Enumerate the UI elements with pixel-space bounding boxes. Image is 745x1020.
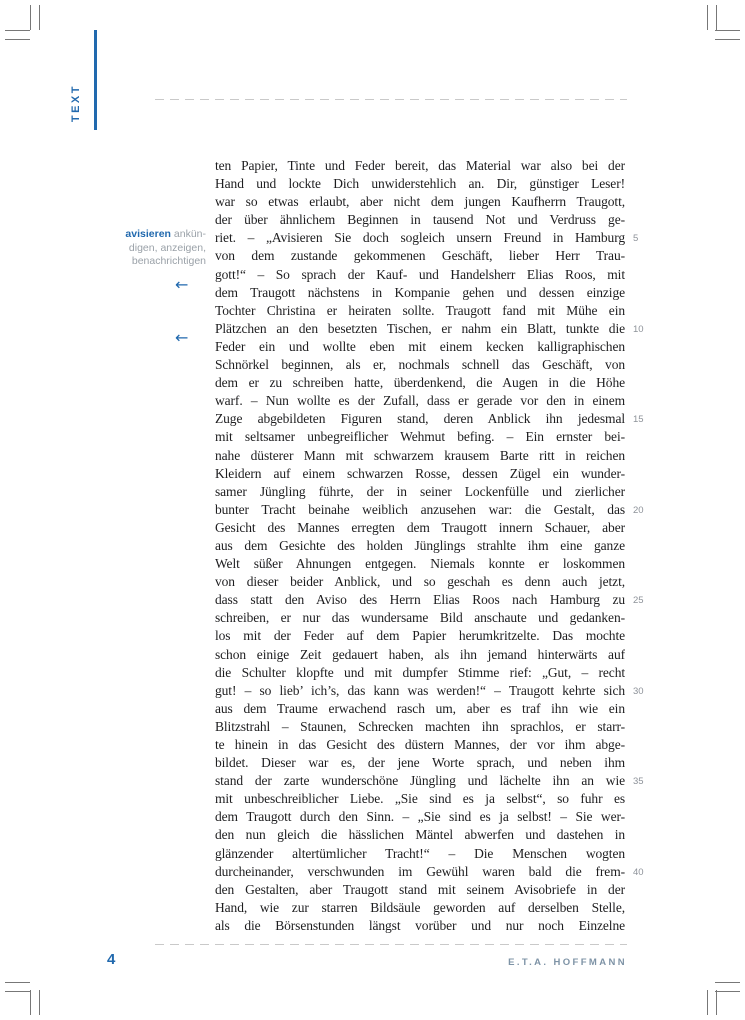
- page-number: 4: [107, 951, 116, 968]
- text-line: war so etwas erlaubt, aber nicht dem jungen Kaufherrn Traugott,: [215, 194, 625, 210]
- text-line: los mit der Feder auf dem Papier herumkritzelte. Das mochte: [215, 628, 625, 644]
- crop-mark-bottom-left-v: [30, 990, 40, 1015]
- text-line: te hinein in das Gesicht des düstern Mannes, der vor ihm abge-: [215, 737, 625, 752]
- margin-note-line: benachrichtigen: [131, 255, 206, 267]
- line-number: 25: [633, 595, 644, 607]
- margin-term: avisieren: [125, 228, 171, 240]
- text-line: dem er zu schreiben hatte, überdenkend, die Augen in die Höhe: [215, 375, 625, 391]
- text-line: dem Traugott nächstens in Kompanie gehen und dessen einzige: [215, 284, 625, 300]
- text-line: als die Börsenstunden längst vorüber und nur noch Einzelne: [215, 917, 625, 933]
- text-line: schon einige Zeit gedauert haben, als ihn jemand hinterwärts auf: [215, 646, 625, 662]
- text-line: stand der zarte wunderschöne Jüngling und lächelte ihn an wie: [215, 773, 625, 789]
- text-line: aus dem Traume erwachend rasch um, aber es traf ihn wie ein: [215, 700, 625, 716]
- line-number: 40: [633, 866, 644, 878]
- text-line: bunter Tracht beinahe weiblich anzusehen war: die Gestalt, das: [215, 501, 625, 517]
- crop-mark-top-left-v: [30, 5, 40, 30]
- line-number: 15: [633, 414, 644, 426]
- text-line: glänzender altertümlicher Tracht!“ – Die Menschen wogten: [215, 845, 625, 861]
- text-line: ten Papier, Tinte und Feder bereit, das Material war also bei der: [215, 158, 625, 173]
- text-line: Hand, wie zur starren Bildsäule geworden auf derselben Stelle,: [215, 899, 625, 915]
- footer-rule: [155, 944, 627, 945]
- text-line: nahe düsterer Mann mit schwarzem krausem Barte ritt in reichen: [215, 447, 625, 463]
- text-line: von dieser beider Anblick, und so geschah es denn auch jetzt,: [215, 574, 625, 590]
- text-line: dass statt den Aviso des Herrn Elias Roos nach Hamburg zu: [215, 592, 625, 608]
- text-line: Schnörkel beginnen, als er, nochmals schnell das Geschäft, von: [215, 357, 625, 373]
- author-label: E.T.A. HOFFMANN: [508, 957, 627, 968]
- text-line: aus dem Gesichte des holden Jünglings strahlte ihm eine ganze: [215, 537, 625, 553]
- margin-note-line: [100, 228, 206, 242]
- text-line: die Schulter klopfte und mit dumpfer Stimme rief: „Gut, – recht: [215, 664, 625, 680]
- crop-mark-top-right-v: [707, 5, 717, 30]
- text-line: den Gestalten, aber Traugott stand mit seinem Avisobriefe in der: [215, 881, 625, 897]
- text-line: riet. – „Avisieren Sie doch sogleich unsern Freund in Hamburg: [215, 230, 625, 246]
- line-number: 5: [633, 233, 639, 245]
- margin-definition: ankün-: [173, 228, 206, 240]
- text-line: gott!“ – So sprach der Kauf- und Handelsherr Elias Roos, mit: [215, 266, 625, 282]
- text-line: von dem zustande gekommenen Geschäft, lieber Herr Trau-: [215, 248, 625, 264]
- text-block: [215, 157, 625, 935]
- margin-note-line: digen, anzeigen,: [128, 241, 206, 254]
- text-line: Welt süßer Ahnungen entgegen. Niemals konnte er loskommen: [215, 556, 625, 572]
- margin-note: [100, 228, 206, 269]
- text-line: den nun gleich die hässlichen Mäntel abwerfen und dastehen in: [215, 827, 625, 843]
- text-line: Tochter Christina er heiraten sollte. Traugott fand mit Mühe ein: [215, 302, 625, 318]
- section-label: TEXT: [70, 84, 82, 123]
- text-line: gut! – so lieb’ ich’s, das kann was werden!“ – Traugott kehrte sich: [215, 682, 625, 698]
- text-line: schreiben, er nur das wundersame Bild anschaute und gedanken-: [215, 610, 625, 626]
- margin-arrow-icon: ←: [175, 328, 189, 347]
- line-numbers: [633, 157, 651, 937]
- text-line: Feder ein und wollte eben mit einem kecken kalligraphischen: [215, 338, 625, 354]
- text-line: der über ähnlichem Beginnen in tausend Not und Verdruss ge-: [215, 212, 625, 228]
- text-line: Blitzstrahl – Staunen, Schrecken machten ihn sprachlos, er starr-: [215, 718, 625, 734]
- text-line: samer Jüngling führte, der in seiner Lockenfülle und zierlicher: [215, 483, 625, 499]
- crop-mark-bottom-right-v: [707, 990, 717, 1015]
- text-line: Plätzchen an den besetzten Tischen, er nahm ein Blatt, tunkte die: [215, 320, 625, 336]
- text-line: mit seltsamer unbegreiflicher Wehmut befing. – Ein ernster bei-: [215, 429, 625, 445]
- text-line: warf. – Nun wollte es der Zufall, dass er gerade vor den in einem: [215, 393, 625, 409]
- line-number: 30: [633, 685, 644, 697]
- text-line: Kleidern auf einem schwarzen Rosse, dessen Zügel ein wunder-: [215, 465, 625, 481]
- text-line: Gesicht des Mannes erregten dem Traugott innern Schauer, aber: [215, 519, 625, 535]
- crop-mark-bottom-left-h: [5, 982, 30, 992]
- top-rule: [155, 99, 627, 100]
- text-line: Zuge abgebildeten Figuren stand, deren Anblick ihn jedesmal: [215, 411, 625, 427]
- section-bar: [94, 30, 97, 130]
- line-number: 35: [633, 776, 644, 788]
- crop-mark-top-left-h: [5, 30, 30, 40]
- text-line: Hand und lockte Dich unwiderstehlich an. Dir, günstiger Leser!: [215, 176, 625, 192]
- line-number: 20: [633, 504, 644, 516]
- text-line: mit unbeschreiblicher Liebe. „Sie sind es ja selbst“, so fuhr es: [215, 791, 625, 807]
- crop-mark-top-right-h: [715, 30, 740, 40]
- line-number: 10: [633, 323, 644, 335]
- crop-mark-bottom-right-h: [715, 982, 740, 992]
- margin-arrow-icon: ←: [175, 275, 189, 294]
- text-line: bildet. Dieser war es, der jene Worte sprach, und neben ihm: [215, 755, 625, 771]
- text-line: dem Traugott durch den Sinn. – „Sie sind es ja selbst! – Sie wer-: [215, 809, 625, 825]
- text-line: durcheinander, verschwunden im Gewühl waren bald die frem-: [215, 863, 625, 879]
